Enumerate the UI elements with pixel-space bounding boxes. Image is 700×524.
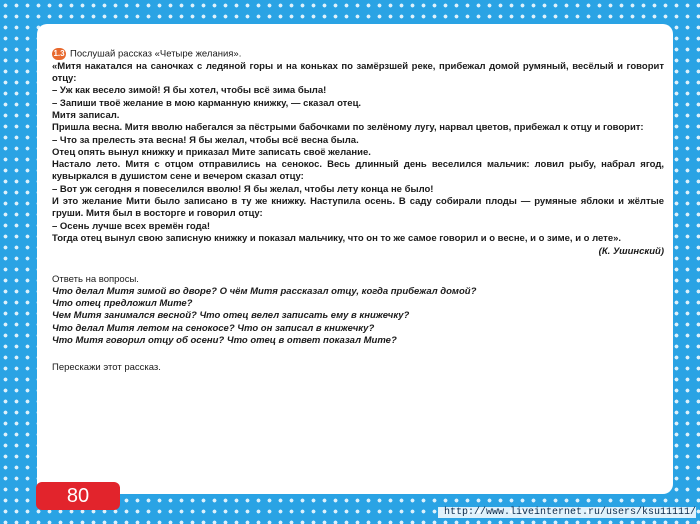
story-paragraph: Отец опять вынул книжку и приказал Мите записать своё желание. (52, 146, 371, 158)
story-paragraph: – Вот уж сегодня я повеселился вволю! Я бы желал, чтобы лету конца не было! (52, 183, 434, 195)
question-item: Что делал Митя летом на сенокосе? Что он записал в книжечку? (52, 322, 375, 334)
question-item: Чем Митя занимался весной? Что отец велел записать ему в книжечку? (52, 310, 410, 322)
page-content (52, 48, 664, 375)
task-intro-text: Послушай рассказ «Четыре желания». (70, 48, 242, 60)
story-paragraph: – Что за прелесть эта весна! Я бы желал, чтобы всё весна была. (52, 134, 359, 146)
task-number-badge: 1.3 (53, 49, 65, 58)
story-paragraph: – Осень лучше всех времён года! (52, 220, 211, 232)
story-author: (К. Ушинский) (598, 246, 664, 258)
story-text (52, 61, 664, 245)
story-paragraph: – Уж как весело зимой! Я бы хотел, чтобы всё зима была! (52, 85, 327, 97)
question-item: Что Митя говорил отцу об осени? Что отец в ответ показал Мите? (52, 335, 397, 347)
story-paragraph: – Запиши твоё желание в мою карманную книжку, — сказал отец. (52, 97, 362, 109)
questions-block (52, 274, 664, 348)
page-number: 80 (36, 482, 120, 510)
retell-instruction: Перескажи этот рассказ. (52, 362, 161, 374)
story-paragraph: Пришла весна. Митя вволю набегался за пёстрыми бабочками по зелёному лугу, нарвал цветов, прибежал к отцу и говорит: (52, 122, 644, 134)
story-paragraph: Тогда отец вынул свою записную книжку и показал мальчику, что он то же самое говорил и о весне, и о зиме, и о лете». (52, 232, 622, 244)
question-item: Что отец предложил Мите? (52, 298, 193, 310)
story-paragraph: «Митя накатался на саночках с ледяной горы и на коньках по замёрзшей реке, прибежал домой румяный, весёлый и говорит отцу: (52, 60, 664, 85)
task-intro (52, 48, 664, 61)
questions-header: Ответь на вопросы. (52, 273, 139, 285)
story-paragraph: И это желание Мити было записано в ту же книжку. Наступила осень. В саду собирали плоды — румяные яблоки и жёлтые груши. Митя был в восторге и говорил отцу: (52, 196, 664, 220)
question-item: Что делал Митя зимой во дворе? О чём Митя рассказал отцу, когда прибежал домой? (52, 285, 477, 297)
watermark-url: http://www.liveinternet.ru/users/ksu11111/ (438, 507, 696, 518)
story-paragraph: Митя записал. (52, 110, 120, 121)
story-paragraph: Настало лето. Митя с отцом отправились на сенокос. Весь длинный день веселился мальчик: ловил рыбу, набрал ягод, кувыркался в душистом сене и вечером сказал отцу: (52, 159, 664, 183)
